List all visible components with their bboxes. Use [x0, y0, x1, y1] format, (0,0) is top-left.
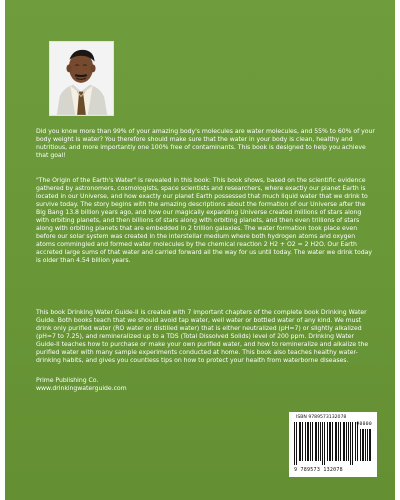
author-portrait-icon: [50, 42, 113, 115]
barcode-icon: [294, 421, 372, 473]
origin-paragraph: "The Origin of the Earth's Water" is revealed in this book: This book shows, based on the scientific evidence gathered by astronomers, cosmologists, space scientists and researchers, where exactly our planet Earth is located in our Universe, and how exactly our planet Earth possessed that much liquid water that we drink to survive today. The story begins with the amazing descriptions about the formation of our Universe after the Big Bang 13.8 billion years ago, and how our magically expanding Universe created millions of stars along with orbiting planets, and then billions of stars along with orbiting planets, and then even trillions of stars along with orbiting planets that are embedded in 2 trillion galaxies. The water formation took place even before our solar system was created in the interstellar medium where both hydrogen atoms and oxygen atoms commingled and formed water molecules by the chemical reaction 2 H2 + O2 = 2 H2O. Our Earth accreted large sums of that water and carried forward all the way for us until today. The water we drink today is older than 4.54 billion years.: [36, 177, 372, 265]
intro-paragraph: Did you know more than 99% of your amazing body's molecules are water molecules, and 55% to 60% of your body weight is water? You therefore should make sure that the water in your body is clean, healthy and nutritious, and more importantly one 100% free of contaminants. This book is designed to help you achieve that goal!: [36, 128, 375, 160]
publisher-website: www.drinkingwaterguide.com: [36, 385, 127, 393]
author-photo: [49, 41, 114, 116]
book-back-cover: [5, 0, 395, 500]
barcode-area: [294, 421, 372, 473]
isbn-label: ISBN 9789573132078: [296, 415, 347, 420]
isbn-barcode-box: [289, 412, 377, 477]
barcode-number: 9 789573 132078: [294, 467, 343, 473]
price-code: 90000: [356, 422, 372, 427]
guide-paragraph: This book Drinking Water Guide-II is created with 7 important chapters of the complete book Drinking Water Guide. Both books teach that we should avoid tap water, well water or bottled water of any kind. We must drink only purified water (RO water or distilled water) that is either neutralized (pH=7) or slightly alkalized (pH=7 to 7.25), and remineralized up to a TDS (Total Dissolved Solids) level of 200 ppm. Drinking Water Guide-II teaches how to purchase or make your own purified water, and how to remineralize and alkalize the purified water with many sample experiments conducted at home. This book also teaches healthy water-drinking habits, and gives you countless tips on how to protect your health from waterborne diseases.: [36, 309, 369, 365]
publisher-info: [36, 377, 375, 393]
publisher-name: Prime Publishing Co.: [36, 377, 99, 384]
